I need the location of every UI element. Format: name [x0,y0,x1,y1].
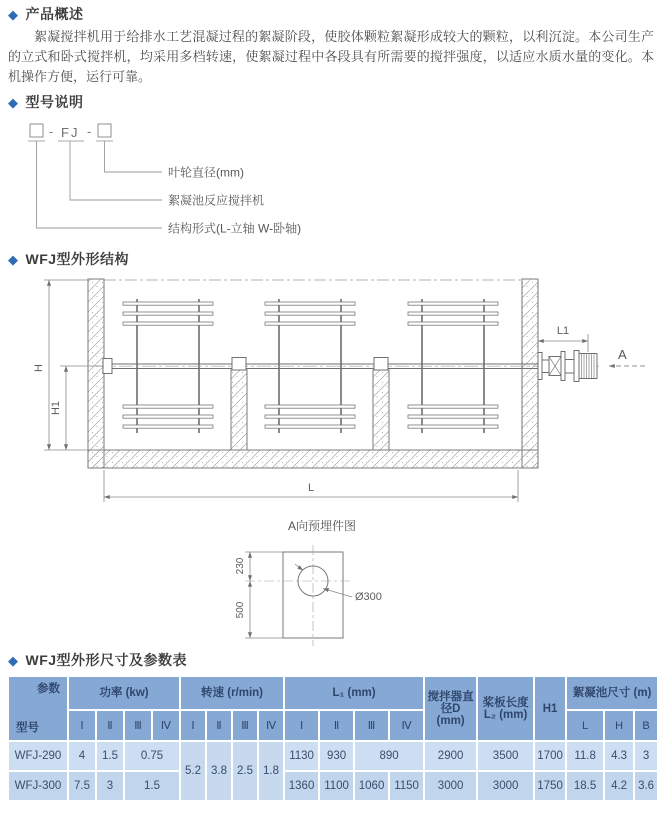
model-cell: WFJ-300 [9,772,67,800]
view-a-arrow [609,347,645,366]
model-code-box-diameter [98,124,111,137]
dim-label-L1: L1 [556,325,570,337]
subcol: L [567,711,603,740]
corner-param-label: 参数 [37,683,60,695]
diamond-bullet-icon: ◆ [8,251,19,267]
divider-wall [373,370,389,450]
right-wall [522,279,538,468]
structure-drawing [0,268,660,650]
model-code-box-structure [30,124,43,137]
table-corner-cell [9,677,67,740]
model-title: 型号说明 [25,94,84,110]
col-h1: H1 [535,677,565,740]
divider-wall [231,370,247,450]
subcol: Ⅳ [153,711,179,740]
model-connector-lines [37,141,163,228]
code-dash: - [87,124,92,139]
table-row: WFJ-300 7.5 3 1.5 1360 1100 1060 1150 3000 3000 1750 18.5 4.2 3.6 [9,772,657,800]
model-label-mixer: 絮凝池反应搅拌机 [168,193,265,208]
subcol: Ⅰ [285,711,318,740]
embedded-part-drawing [235,518,382,646]
dim-label-diameter: Ø300 [355,591,382,603]
overview-title: 产品概述 [25,6,84,22]
corner-model-label: 型号 [16,722,39,734]
col-diameter: 搅拌器直径D (mm) [425,677,476,740]
view-a-label: A [618,347,627,362]
subcol: Ⅲ [125,711,151,740]
overview-paragraph: 絮凝搅拌机用于给排水工艺混凝过程的絮凝阶段，使胶体颗粒絮凝形成较大的颗粒，以利沉淀。本公司生产的立式和卧式搅拌机，均采用多档转速，使絮凝过程中各段具有所需要的搅拌强度，以适应水质水量的变化。本机操作方便，运行可靠。 [8,29,654,84]
subcol: Ⅱ [207,711,231,740]
subcol: H [605,711,633,740]
model-code-diagram [0,113,420,245]
bottom-slab [88,450,538,468]
left-wall [88,279,104,468]
dim-label-500: 500 [235,601,246,619]
subcol: Ⅲ [233,711,257,740]
table-section-title: WFJ型外形尺寸及参数表 [25,652,188,668]
code-dash: - [49,124,54,139]
spec-table [7,675,659,802]
col-group-speed: 转速 (r/min) [181,677,283,709]
subcol: Ⅰ [69,711,95,740]
diamond-bullet-icon: ◆ [8,652,19,668]
section-title-table [8,650,187,670]
subcol: Ⅰ [181,711,205,740]
subcol: Ⅲ [355,711,388,740]
table-row: WFJ-290 4 1.5 0.75 5.2 3.8 2.5 1.8 1130 930 890 2900 3500 1700 11.8 4.3 3 [9,742,657,770]
dim-label-230: 230 [235,557,246,575]
embed-title: A向预埋件图 [287,519,357,533]
subcol: Ⅳ [390,711,423,740]
subcol: Ⅳ [259,711,283,740]
drive-motor-unit [538,351,597,382]
section-title-model [8,92,84,112]
section-title-overview [8,4,84,24]
spec-table-wrapper [7,675,655,802]
col-group-power: 功率 (kw) [69,677,179,709]
model-label-impeller: 叶轮直径(mm) [168,165,244,180]
dim-label-H: H [33,364,45,372]
col-group-l1: L₁ (mm) [285,677,423,709]
col-group-pool: 絮凝池尺寸 (m) [567,677,657,709]
diamond-bullet-icon: ◆ [8,6,19,22]
col-paddle-length: 桨板长度L₂ (mm) [478,677,533,740]
subcol: Ⅱ [97,711,123,740]
dim-label-H1: H1 [50,400,62,416]
subcol: B [635,711,657,740]
model-label-structure: 结构形式(L-立轴 W-卧轴) [168,221,302,236]
section-title-structure [8,249,129,269]
model-cell: WFJ-290 [9,742,67,770]
code-name: FJ [61,125,80,140]
diamond-bullet-icon: ◆ [8,94,19,110]
subcol: Ⅱ [320,711,353,740]
structure-title: WFJ型外形结构 [25,251,130,267]
tank-walls [88,279,538,468]
dim-label-L: L [307,482,315,494]
